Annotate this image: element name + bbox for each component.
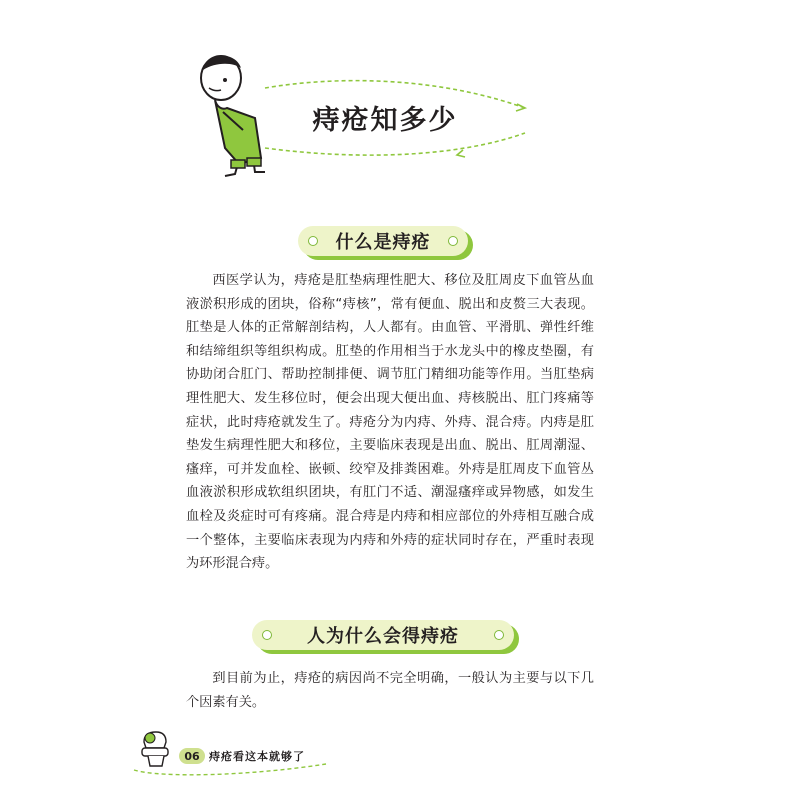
page-title: 痔疮知多少 [312, 105, 458, 136]
cartoon-boy-icon [201, 56, 265, 176]
dot-icon [448, 236, 458, 246]
book-title: 痔疮看这本就够了 [209, 750, 305, 763]
section-heading-text: 人为什么会得痔疮 [307, 626, 459, 647]
section-heading-causes [252, 620, 514, 650]
dot-icon [262, 630, 272, 640]
section-2-paragraph: 到目前为止，痔疮的病因尚不完全明确，一般认为主要与以下几个因素有关。 [186, 671, 594, 710]
section-1-paragraph: 西医学认为，痔疮是肛垫病理性肥大、移位及肛周皮下血管丛血液淤积形成的团块，俗称“痔核”，常有便血、脱出和皮赘三大表现。肛垫是人体的正常解剖结构，人人都有。由血管、平滑肌、弹性纤维和结缔组织等组织构成。肛垫的作用相当于水龙头中的橡皮垫圈，有协助闭合肛门、帮助控制排便、调节肛门精细功能等作用。当肛垫病理性肥大、发生移位时，便会出现大便出血、痔核脱出、肛门疼痛等症状，此时痔疮就发生了。痔疮分为内痔、外痔、混合痔。内痔是肛垫发生病理性肥大和移位，主要临床表现是出血、脱出、肛周潮湿、瘙痒，可并发血栓、嵌顿、绞窄及排粪困难。外痔是肛周皮下血管丛血液淤积形成软组织团块，有肛门不适、潮湿瘙痒或异物感，如发生血栓及炎症时可有疼痛。混合痔是内痔和相应部位的外痔相互融合成一个整体，主要临床表现为内痔和外痔的症状同时存在，严重时表现为环形混合痔。 [186, 273, 594, 572]
section-heading-what-is [298, 226, 468, 256]
toilet-icon [142, 732, 168, 766]
section-heading-text: 什么是痔疮 [335, 232, 431, 253]
dot-icon [308, 236, 318, 246]
page-number: 06 [179, 748, 205, 764]
dot-icon [494, 630, 504, 640]
